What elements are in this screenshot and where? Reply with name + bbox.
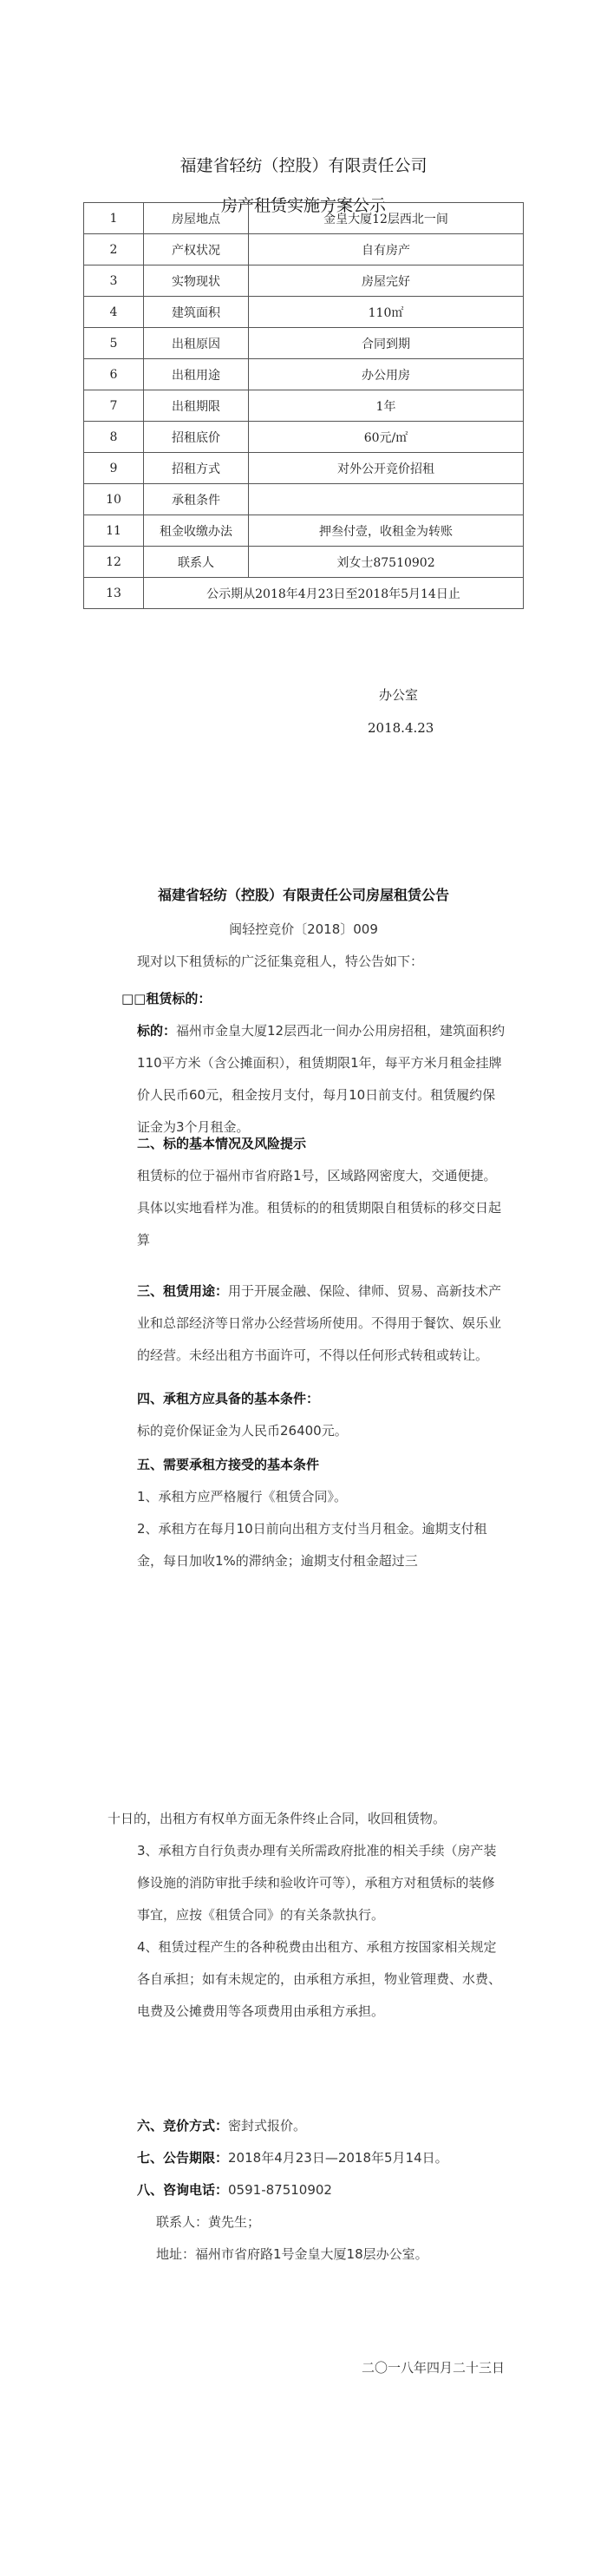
company-name: 福建省轻纺（控股）有限责任公司 — [179, 156, 428, 175]
section-7-text: 2018年4月23日—2018年5月14日。 — [228, 2150, 448, 2166]
row-label: 承租条件 — [144, 484, 249, 515]
row-label: 实物现状 — [144, 265, 249, 297]
row-value: 1年 — [249, 390, 524, 422]
row-value: 刘女士87510902 — [249, 547, 524, 578]
intro-text: 现对以下租赁标的广泛征集竞租人，特公告如下： — [137, 954, 424, 969]
info-table — [83, 202, 524, 609]
section-3-text: 用于开展金融、保险、律师、贸易、高新技术产业和总部经济等日常办公经营场所使用。不得用于餐饮、娱乐业的经营。未经出租方书面许可，不得以任何形式转租或转让。 — [137, 1283, 502, 1363]
section-4 — [108, 1383, 506, 1447]
section-3-body — [108, 1275, 506, 1372]
table-row — [84, 515, 524, 547]
row-label: 招租底价 — [144, 422, 249, 453]
table-row — [84, 203, 524, 234]
section-6 — [108, 2110, 506, 2142]
table-row — [84, 453, 524, 484]
row-value: 110㎡ — [249, 297, 524, 328]
section-4-heading: 四、承租方应具备的基本条件： — [137, 1391, 320, 1406]
row-value — [249, 484, 524, 515]
section-1-text: 福州市金皇大厦12层西北一间办公用房招租，建筑面积约110平方米（含公摊面积），租赁期限1年，每平方米月租金挂牌价人民币60元，租金按月支付，每月10日前支付。租赁履约保证金为3个月租金。 — [137, 1023, 506, 1135]
row-number: 3 — [84, 265, 144, 297]
section-1-heading: □□租赁标的： — [121, 991, 212, 1006]
section-3-label: 三、租赁用途： — [137, 1283, 229, 1299]
section-2-heading: 二、标的基本情况及风险提示 — [137, 1136, 307, 1151]
table-row — [84, 265, 524, 297]
row-number: 8 — [84, 422, 144, 453]
section-3 — [108, 1275, 506, 1372]
section-5-heading: 五、需要承租方接受的基本条件 — [137, 1457, 320, 1472]
row-value: 合同到期 — [249, 328, 524, 359]
section-6-label: 六、竞价方式： — [137, 2118, 229, 2134]
section-5-item-1: 1、承租方应严格履行《租赁合同》。 — [137, 1489, 348, 1504]
section-5-item-2-part-2: 十日的，出租方有权单方面无条件终止合同，收回租赁物。 — [108, 1811, 447, 1826]
row-number: 9 — [84, 453, 144, 484]
row-label: 出租期限 — [144, 390, 249, 422]
row-label: 租金收缴办法 — [144, 515, 249, 547]
section-5-item-3: 3、承租方自行负责办理有关所需政府批准的相关手续（房产装修设施的消防审批手续和验收许可等），承租方对租赁标的装修事宜，应按《租赁合同》的有关条款执行。 — [137, 1843, 497, 1923]
row-number: 1 — [84, 203, 144, 234]
table-row — [84, 422, 524, 453]
row-value: 金皇大厦12层西北一间 — [249, 203, 524, 234]
notice-date: 二〇一八年四月二十三日 — [361, 2360, 505, 2376]
row-label: 招租方式 — [144, 453, 249, 484]
row-label: 出租原因 — [144, 328, 249, 359]
row-label: 产权状况 — [144, 234, 249, 265]
reference-number: 闽轻控竞价〔2018〕009 — [229, 921, 378, 937]
row-value: 押叁付壹，收租金为转账 — [249, 515, 524, 547]
section-7-label: 七、公告期限： — [137, 2150, 229, 2166]
row-number: 10 — [84, 484, 144, 515]
row-number: 12 — [84, 547, 144, 578]
section-1 — [108, 983, 506, 1144]
section-5-continued — [108, 1803, 506, 2028]
row-number: 13 — [84, 578, 144, 609]
row-number: 11 — [84, 515, 144, 547]
section-5-item-2-part-1: 2、承租方在每月10日前向出租方支付当月租金。逾期支付租金，每日加收1%的滞纳金；逾期支付租金超过三 — [137, 1521, 487, 1569]
contact-address: 地址：福州市省府路1号金皇大厦18层办公室。 — [156, 2246, 428, 2262]
section-7 — [108, 2142, 506, 2174]
issue-date: 2018.4.23 — [368, 720, 434, 736]
row-number: 5 — [84, 328, 144, 359]
issuer-office: 办公室 — [379, 687, 419, 703]
section-8 — [108, 2174, 506, 2206]
contact-person: 联系人：黄先生； — [156, 2214, 261, 2230]
section-6-8 — [108, 2110, 506, 2271]
table-row — [84, 234, 524, 265]
row-label: 建筑面积 — [144, 297, 249, 328]
table-row — [84, 484, 524, 515]
section-6-text: 密封式报价。 — [228, 2118, 307, 2134]
table-row — [84, 359, 524, 390]
row-value: 对外公开竞价招租 — [249, 453, 524, 484]
section-5-item-4: 4、租赁过程产生的各种税费由出租方、承租方按国家相关规定各自承担；如有未规定的，由承租方承担，物业管理费、水费、电费及公摊费用等各项费用由承租方承担。 — [137, 1939, 502, 2019]
page-title: 房产租赁实施方案公示 — [220, 196, 386, 215]
row-value: 办公用房 — [249, 359, 524, 390]
section-2 — [108, 1128, 506, 1256]
section-1-label: 标的： — [137, 1023, 177, 1039]
row-number: 4 — [84, 297, 144, 328]
row-value: 自有房产 — [249, 234, 524, 265]
table-row — [84, 297, 524, 328]
section-2-text: 租赁标的位于福州市省府路1号，区域路网密度大，交通便捷。具体以实地看样为准。租赁标的的租赁期限自租赁标的移交日起算 — [137, 1168, 502, 1248]
row-number: 6 — [84, 359, 144, 390]
notice-intro — [108, 946, 506, 978]
row-label: 房屋地点 — [144, 203, 249, 234]
section-8-label: 八、咨询电话： — [137, 2182, 229, 2198]
table-row — [84, 390, 524, 422]
section-8-text: 0591-87510902 — [228, 2182, 332, 2198]
row-value: 房屋完好 — [249, 265, 524, 297]
row-number: 2 — [84, 234, 144, 265]
publicity-period: 公示期从2018年4月23日至2018年5月14日止 — [144, 578, 524, 609]
row-label: 联系人 — [144, 547, 249, 578]
row-number: 7 — [84, 390, 144, 422]
row-label: 出租用途 — [144, 359, 249, 390]
section-4-text: 标的竞价保证金为人民币26400元。 — [137, 1423, 348, 1439]
notice-title: 福建省轻纺（控股）有限责任公司房屋租赁公告 — [157, 887, 449, 903]
table-row — [84, 328, 524, 359]
table-row — [84, 547, 524, 578]
row-value: 60元/㎡ — [249, 422, 524, 453]
table-row — [84, 578, 524, 609]
section-5 — [108, 1449, 506, 1577]
section-1-body — [108, 1015, 506, 1144]
